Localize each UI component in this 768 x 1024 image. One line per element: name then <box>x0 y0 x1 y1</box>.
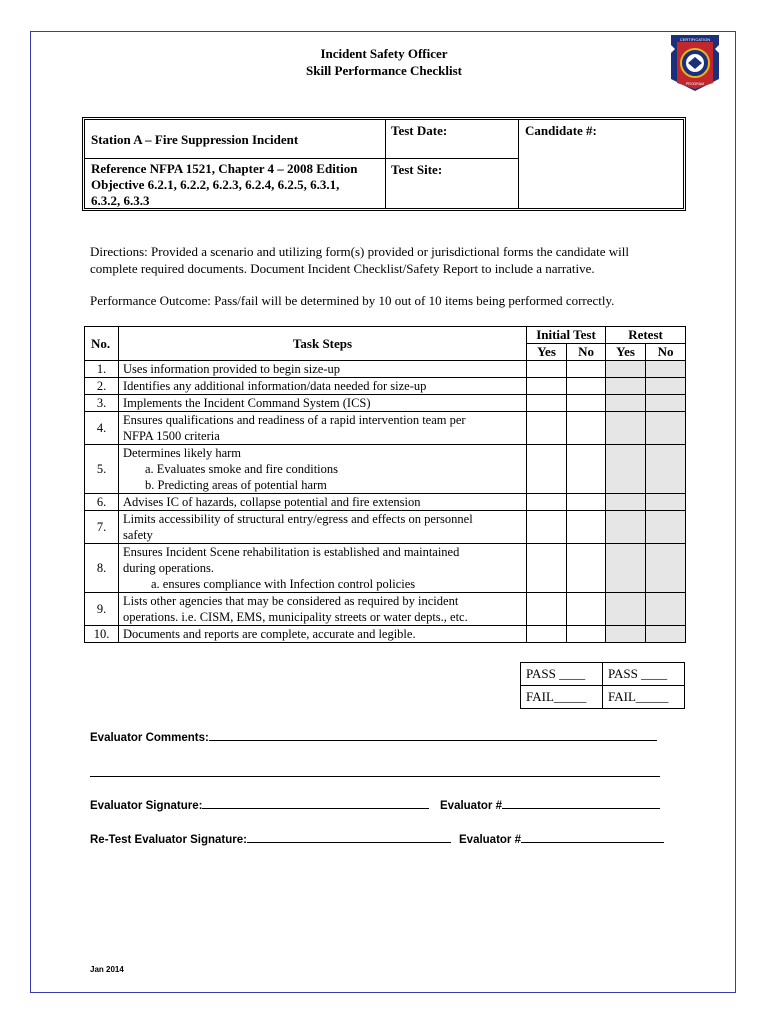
reference-line-2: Objective 6.2.1, 6.2.2, 6.2.3, 6.2.4, 6.2.5, 6.3.1, <box>91 177 340 192</box>
retest-signature-line[interactable] <box>247 831 451 843</box>
evaluator-signature-line[interactable] <box>202 797 429 809</box>
task-number: 7. <box>85 511 119 544</box>
task-number: 9. <box>85 593 119 626</box>
task-step: Lists other agencies that may be considered as required by incident operations. i.e. CISM, EMS, municipality streets or water depts., etc. <box>119 593 527 626</box>
initial-no-cell[interactable] <box>567 544 606 593</box>
initial-pass[interactable]: PASS ____ <box>521 663 603 686</box>
retest-yes-cell[interactable] <box>606 412 646 445</box>
evaluator-signature-row <box>90 797 429 812</box>
col-no-header: No. <box>85 327 119 361</box>
retest-yes-cell[interactable] <box>606 378 646 395</box>
evaluator-number-row <box>440 797 660 812</box>
table-row <box>85 544 686 593</box>
directions-line-1: Directions: Provided a scenario and utilizing form(s) provided or jurisdictional forms the candidate will <box>90 244 629 259</box>
initial-yes-cell[interactable] <box>527 378 567 395</box>
task-step: Identifies any additional information/data needed for size-up <box>119 378 527 395</box>
task-number: 8. <box>85 544 119 593</box>
retest-yes-cell[interactable] <box>606 593 646 626</box>
retest-yes-cell[interactable] <box>606 395 646 412</box>
pass-fail-box <box>520 662 685 709</box>
initial-yes-cell[interactable] <box>527 412 567 445</box>
table-row <box>85 378 686 395</box>
performance-outcome: Performance Outcome: Pass/fail will be determined by 10 out of 10 items being performed correctly. <box>90 293 615 308</box>
col-initial-header: Initial Test <box>527 327 606 344</box>
initial-yes-header: Yes <box>527 344 567 361</box>
initial-yes-cell[interactable] <box>527 361 567 378</box>
table-row <box>85 511 686 544</box>
table-row <box>85 494 686 511</box>
retest-yes-header: Yes <box>606 344 646 361</box>
task-step: Limits accessibility of structural entry/egress and effects on personnel safety <box>119 511 527 544</box>
initial-no-cell[interactable] <box>567 361 606 378</box>
initial-yes-cell[interactable] <box>527 445 567 494</box>
test-site-label: Test Site: <box>391 162 443 177</box>
initial-yes-cell[interactable] <box>527 626 567 643</box>
task-step: Determines likely harm a. Evaluates smoke and fire conditions b. Predicting areas of potential harm <box>119 445 527 494</box>
retest-no-cell[interactable] <box>646 626 686 643</box>
task-step: Documents and reports are complete, accurate and legible. <box>119 626 527 643</box>
initial-yes-cell[interactable] <box>527 511 567 544</box>
initial-no-cell[interactable] <box>567 378 606 395</box>
retest-evaluator-number-row <box>459 831 664 846</box>
task-step: Ensures Incident Scene rehabilitation is established and maintained during operations. a. ensures compliance with Infection control policies <box>119 544 527 593</box>
retest-no-cell[interactable] <box>646 494 686 511</box>
test-date-label: Test Date: <box>391 123 448 138</box>
reference-line-1: Reference NFPA 1521, Chapter 4 – 2008 Edition <box>91 161 358 176</box>
station-name: Station A – Fire Suppression Incident <box>91 132 299 147</box>
retest-no-cell[interactable] <box>646 445 686 494</box>
candidate-label: Candidate #: <box>525 123 597 138</box>
initial-no-cell[interactable] <box>567 511 606 544</box>
initial-fail[interactable]: FAIL_____ <box>521 686 603 709</box>
retest-signature-row <box>90 831 451 846</box>
station-info-table <box>82 117 686 211</box>
retest-no-cell[interactable] <box>646 395 686 412</box>
table-row <box>85 361 686 378</box>
comments-continuation-row <box>90 765 660 780</box>
logo-bottom-text: PROGRAM <box>685 82 705 86</box>
task-step: Uses information provided to begin size-up <box>119 361 527 378</box>
retest-signature-label: Re-Test Evaluator Signature: <box>90 834 247 846</box>
initial-yes-cell[interactable] <box>527 494 567 511</box>
retest-fail[interactable]: FAIL_____ <box>603 686 685 709</box>
task-step: Ensures qualifications and readiness of a rapid intervention team per NFPA 1500 criteria <box>119 412 527 445</box>
retest-evaluator-number-label: Evaluator # <box>459 834 521 846</box>
retest-yes-cell[interactable] <box>606 494 646 511</box>
directions-line-2: complete required documents. Document Incident Checklist/Safety Report to include a narrative. <box>90 261 595 276</box>
initial-yes-cell[interactable] <box>527 544 567 593</box>
retest-evaluator-number-line[interactable] <box>521 831 664 843</box>
page-subtitle: Skill Performance Checklist <box>306 63 462 78</box>
task-number: 2. <box>85 378 119 395</box>
retest-yes-cell[interactable] <box>606 361 646 378</box>
task-step: Advises IC of hazards, collapse potential and fire extension <box>119 494 527 511</box>
retest-no-cell[interactable] <box>646 378 686 395</box>
evaluator-number-label: Evaluator # <box>440 800 502 812</box>
footer-date: Jan 2014 <box>90 965 124 974</box>
retest-yes-cell[interactable] <box>606 544 646 593</box>
initial-yes-cell[interactable] <box>527 593 567 626</box>
table-row <box>85 445 686 494</box>
evaluator-number-line[interactable] <box>502 797 660 809</box>
retest-no-cell[interactable] <box>646 361 686 378</box>
retest-no-cell[interactable] <box>646 412 686 445</box>
task-number: 3. <box>85 395 119 412</box>
task-step: Implements the Incident Command System (ICS) <box>119 395 527 412</box>
retest-yes-cell[interactable] <box>606 445 646 494</box>
initial-no-cell[interactable] <box>567 626 606 643</box>
retest-yes-cell[interactable] <box>606 511 646 544</box>
task-number: 5. <box>85 445 119 494</box>
task-number: 6. <box>85 494 119 511</box>
logo-top-text: CERTIFICATION <box>679 37 711 42</box>
page-title: Incident Safety Officer <box>320 46 448 61</box>
table-row <box>85 412 686 445</box>
certification-logo <box>669 33 721 93</box>
table-row <box>85 395 686 412</box>
retest-no-header: No <box>646 344 686 361</box>
retest-yes-cell[interactable] <box>606 626 646 643</box>
retest-pass[interactable]: PASS ____ <box>603 663 685 686</box>
comments-continuation-line[interactable] <box>90 765 660 777</box>
initial-no-cell[interactable] <box>567 494 606 511</box>
reference-line-3: 6.3.2, 6.3.3 <box>91 193 150 208</box>
initial-no-cell[interactable] <box>567 445 606 494</box>
task-number: 10. <box>85 626 119 643</box>
retest-no-cell[interactable] <box>646 593 686 626</box>
initial-no-cell[interactable] <box>567 412 606 445</box>
task-number: 4. <box>85 412 119 445</box>
initial-no-cell[interactable] <box>567 395 606 412</box>
col-steps-header: Task Steps <box>119 327 527 361</box>
evaluator-comments-label: Evaluator Comments: <box>90 732 209 744</box>
col-retest-header: Retest <box>606 327 686 344</box>
table-row <box>85 626 686 643</box>
evaluator-comments-line[interactable] <box>209 729 657 741</box>
evaluator-signature-label: Evaluator Signature: <box>90 800 203 812</box>
initial-no-header: No <box>567 344 606 361</box>
evaluator-comments-row <box>90 729 657 744</box>
retest-no-cell[interactable] <box>646 544 686 593</box>
initial-yes-cell[interactable] <box>527 395 567 412</box>
initial-no-cell[interactable] <box>567 593 606 626</box>
task-number: 1. <box>85 361 119 378</box>
retest-no-cell[interactable] <box>646 511 686 544</box>
table-row <box>85 593 686 626</box>
task-steps-table <box>84 326 686 643</box>
